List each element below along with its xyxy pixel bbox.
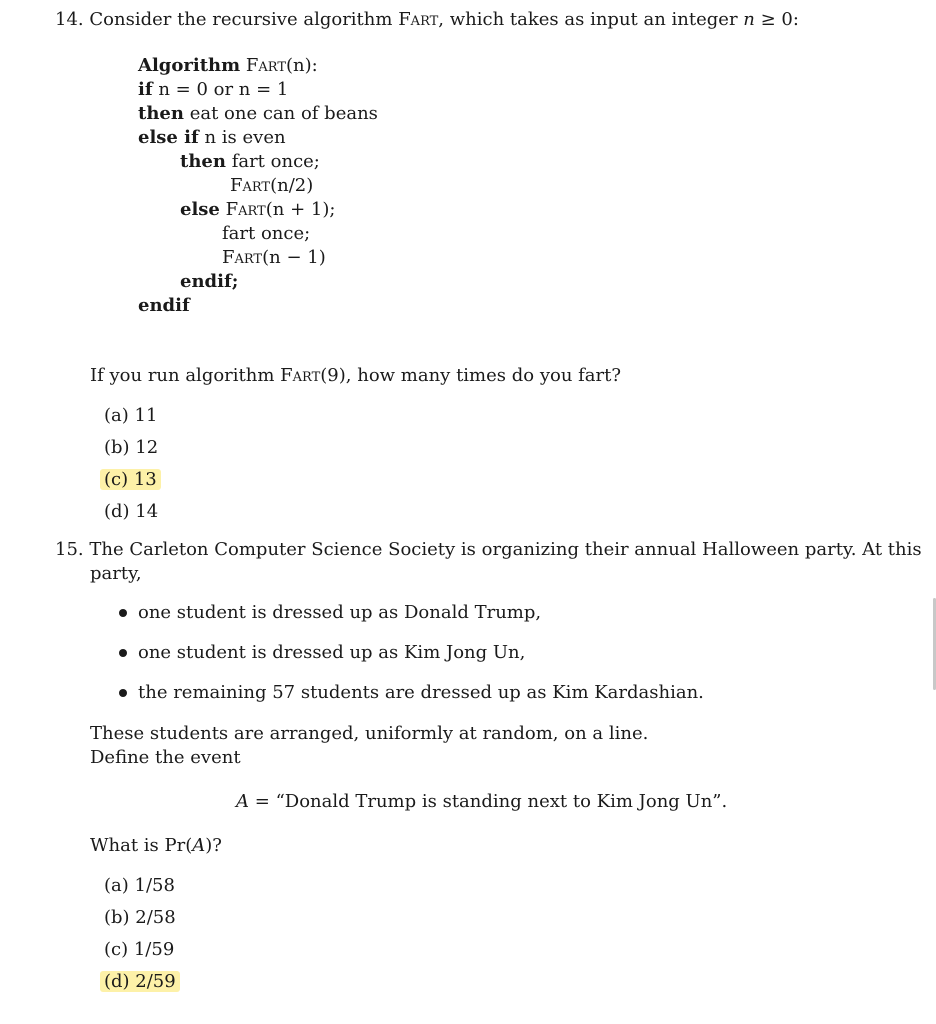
- algo-line-then: [138, 102, 378, 126]
- algo-call-minus-fn: Fart: [222, 247, 263, 268]
- q14-var-n: n: [743, 9, 755, 30]
- q15-statement: [55, 538, 922, 562]
- algo-if-rest: n = 0 or n = 1: [158, 79, 289, 100]
- q15-question-post: )?: [205, 835, 222, 856]
- algo-inner-then-kw: then: [180, 151, 226, 172]
- algo-line-elseif: [138, 126, 286, 150]
- algo-if-kw: if: [138, 79, 153, 100]
- q15-intro-line1: The Carleton Computer Science Society is organizing their annual Halloween party. At this: [89, 539, 922, 560]
- algo-inner-endif: endif;: [180, 271, 239, 292]
- q15-option-d: [104, 970, 180, 994]
- q15-bullet-3: the remaining 57 students are dressed up as Kim Kardashian.: [138, 682, 704, 703]
- q15-event-eq: =: [254, 791, 270, 812]
- bullet-dot: [119, 649, 127, 657]
- q14-question: [90, 364, 621, 388]
- q15-option-a: (a) 1/58: [104, 875, 175, 896]
- q15-event-var: A: [236, 791, 249, 812]
- q14-option-c: [104, 468, 161, 492]
- q15-question-pre: What is Pr(: [90, 835, 193, 856]
- q14-question-arg: (9), how many times do you fart?: [320, 365, 622, 386]
- q14-intro-post: , which takes as input an integer: [438, 9, 738, 30]
- q15-option-c: (c) 1/59: [104, 939, 175, 960]
- q15-define: Define the event: [90, 747, 241, 768]
- q15-number: 15.: [55, 539, 84, 560]
- algo-call-half-fn: Fart: [230, 175, 271, 196]
- algo-call-half-arg: (n/2): [270, 175, 314, 196]
- q14-intro-pre: Consider the recursive algorithm: [89, 9, 393, 30]
- q14-ge-zero: ≥ 0:: [760, 9, 799, 30]
- q15-option-b: (b) 2/58: [104, 907, 176, 928]
- q15-arranged: These students are arranged, uniformly at random, on a line.: [90, 723, 649, 744]
- algo-elseif-rest: n is even: [204, 127, 286, 148]
- algo-then-rest: eat one can of beans: [189, 103, 378, 124]
- q14-fn-name: Fart: [398, 9, 439, 30]
- algo-call-minus: [222, 246, 326, 270]
- q14-question-pre: If you run algorithm: [90, 365, 275, 386]
- algo-inner-then-rest: fart once;: [231, 151, 320, 172]
- q15-event: [236, 790, 727, 814]
- algo-line-if: [138, 78, 288, 102]
- q15-event-text: “Donald Trump is standing next to Kim Jong Un”.: [275, 791, 728, 812]
- algo-header-arg: (n):: [286, 55, 318, 76]
- q14-question-fn: Fart: [280, 365, 321, 386]
- q14-option-c-highlight: (c) 13: [100, 469, 161, 490]
- q14-number: 14.: [55, 9, 84, 30]
- algo-elseif-kw: else if: [138, 127, 199, 148]
- q15-option-d-highlight: (d) 2/59: [100, 971, 180, 992]
- algo-inner-else-kw: else: [180, 199, 220, 220]
- q14-statement: [55, 8, 799, 32]
- algo-header: [138, 54, 318, 78]
- bullet-dot: [119, 609, 127, 617]
- q14-option-d: (d) 14: [104, 501, 159, 522]
- algo-call-minus-arg: (n − 1): [262, 247, 326, 268]
- q15-intro-line2: party,: [90, 563, 142, 584]
- algo-inner-then: [180, 150, 320, 174]
- algo-fart-once: fart once;: [222, 223, 311, 244]
- q15-bullet-2: one student is dressed up as Kim Jong Un,: [138, 642, 526, 663]
- algo-then-kw: then: [138, 103, 184, 124]
- bullet-dot: [119, 689, 127, 697]
- q15-question-var: A: [192, 835, 206, 856]
- q14-option-b: (b) 12: [104, 437, 159, 458]
- algo-header-kw: Algorithm: [138, 55, 241, 76]
- algo-call-half: [230, 174, 313, 198]
- q14-option-a: (a) 11: [104, 405, 158, 426]
- algo-inner-else: [180, 198, 335, 222]
- algo-header-fn: Fart: [245, 55, 287, 76]
- q15-question: [90, 834, 222, 858]
- algo-call-plus-arg: (n + 1);: [265, 199, 336, 220]
- algo-call-plus-fn: Fart: [225, 199, 266, 220]
- algo-outer-endif: endif: [138, 295, 190, 316]
- q15-bullet-1: one student is dressed up as Donald Trump,: [138, 602, 542, 623]
